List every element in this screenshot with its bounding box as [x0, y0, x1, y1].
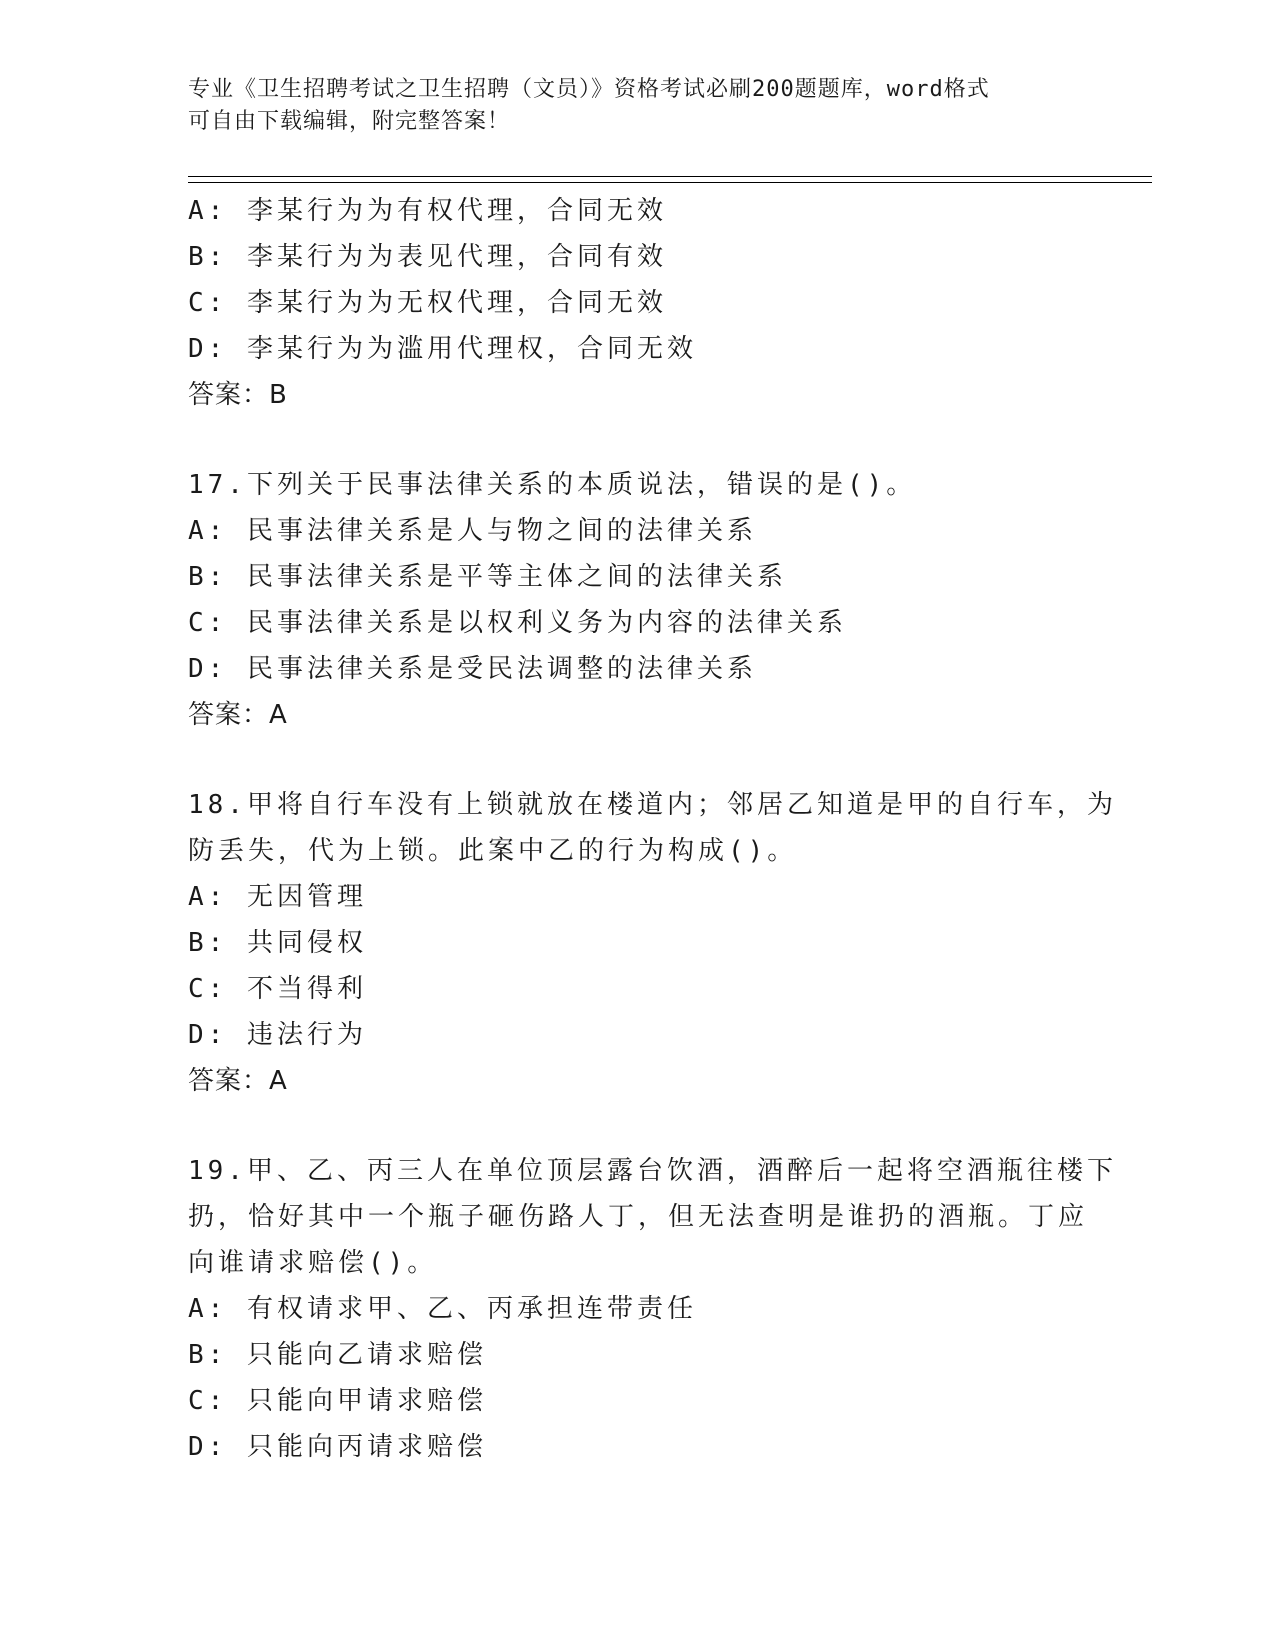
question-17 [188, 462, 1088, 738]
option-a: A: 民事法律关系是人与物之间的法律关系 [188, 516, 757, 546]
spacer [188, 418, 1088, 462]
question-16 [188, 188, 1088, 418]
question-stem-cont: 防丢失，代为上锁。此案中乙的行为构成()。 [188, 836, 798, 866]
question-18 [188, 782, 1117, 1104]
option-a: A: 有权请求甲、乙、丙承担连带责任 [188, 1294, 697, 1324]
option-c: C: 李某行为为无权代理，合同无效 [188, 288, 667, 318]
question-stem-cont: 扔，恰好其中一个瓶子砸伤路人丁，但无法查明是谁扔的酒瓶。丁应 [188, 1202, 1089, 1232]
question-list [188, 188, 1117, 1470]
header-line-1: 专业《卫生招聘考试之卫生招聘（文员）》资格考试必刷200题题库，word格式 [188, 77, 990, 102]
header-line-2: 可自由下载编辑，附完整答案！ [188, 109, 511, 134]
question-stem: 17.下列关于民事法律关系的本质说法，错误的是()。 [188, 470, 917, 500]
spacer [188, 738, 1088, 782]
question-stem: 19.甲、乙、丙三人在单位顶层露台饮酒，酒醉后一起将空酒瓶往楼下 [188, 1156, 1117, 1186]
header-divider-bottom [188, 182, 1152, 183]
option-a: A: 无因管理 [188, 882, 367, 912]
spacer [188, 1104, 1088, 1148]
document-header [188, 74, 1088, 138]
option-a: A: 李某行为为有权代理，合同无效 [188, 196, 667, 226]
option-b: B: 共同侵权 [188, 928, 367, 958]
header-divider-top [188, 176, 1152, 177]
option-d: D: 李某行为为滥用代理权，合同无效 [188, 334, 697, 364]
option-c: C: 民事法律关系是以权利义务为内容的法律关系 [188, 608, 847, 638]
option-b: B: 民事法律关系是平等主体之间的法律关系 [188, 562, 787, 592]
question-stem: 18.甲将自行车没有上锁就放在楼道内；邻居乙知道是甲的自行车，为 [188, 790, 1117, 820]
answer: 答案：A [188, 700, 288, 730]
option-b: B: 只能向乙请求赔偿 [188, 1340, 487, 1370]
option-b: B: 李某行为为表见代理，合同有效 [188, 242, 667, 272]
option-d: D: 民事法律关系是受民法调整的法律关系 [188, 654, 757, 684]
option-d: D: 只能向丙请求赔偿 [188, 1432, 487, 1462]
option-d: D: 违法行为 [188, 1020, 367, 1050]
question-stem-cont: 向谁请求赔偿()。 [188, 1248, 438, 1278]
option-c: C: 只能向甲请求赔偿 [188, 1386, 487, 1416]
answer: 答案：A [188, 1066, 288, 1096]
option-c: C: 不当得利 [188, 974, 367, 1004]
question-19 [188, 1148, 1117, 1470]
answer: 答案：B [188, 380, 288, 410]
